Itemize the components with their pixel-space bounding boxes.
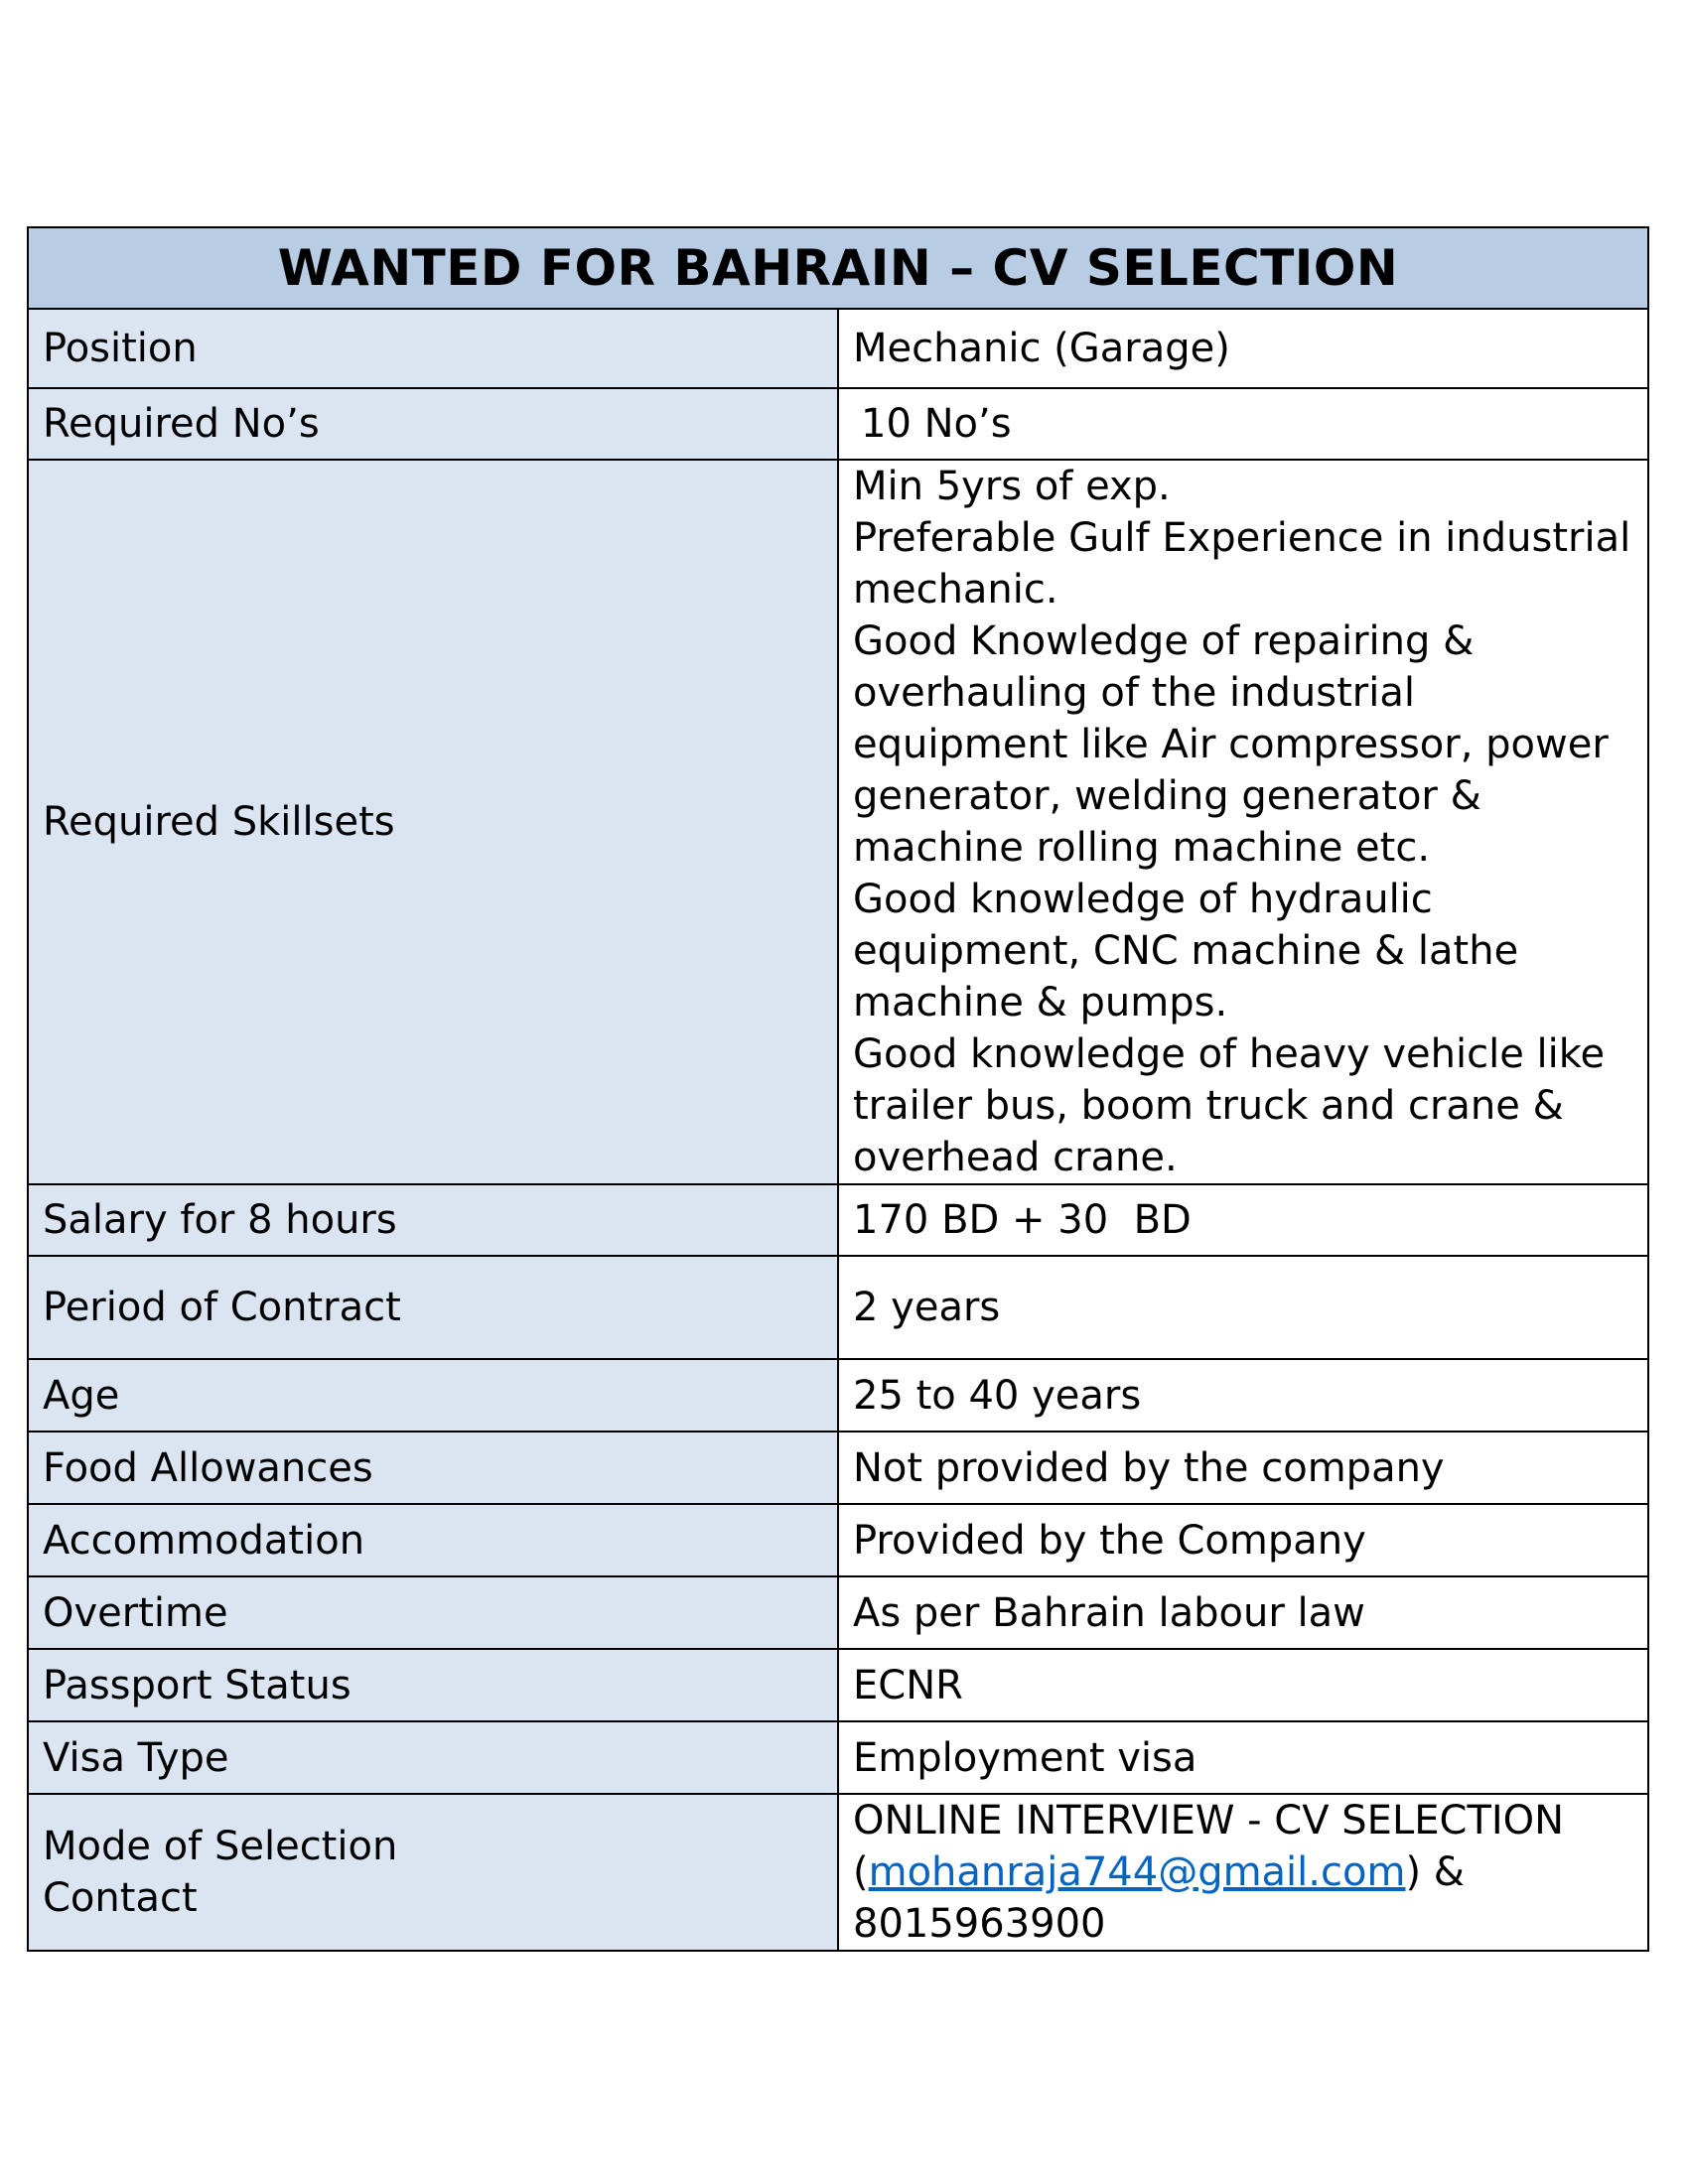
table-row-position [28, 309, 1648, 388]
table-row-skillsets [28, 460, 1648, 1184]
passport-value: ECNR [838, 1649, 1648, 1721]
table-row-visa [28, 1721, 1648, 1794]
mode-value-cell [838, 1794, 1648, 1951]
age-value: 25 to 40 years [838, 1359, 1648, 1432]
overtime-value: As per Bahrain labour law [838, 1576, 1648, 1649]
accommodation-label: Accommodation [28, 1504, 838, 1576]
food-label: Food Allowances [28, 1432, 838, 1504]
contact-value [853, 1846, 1633, 1950]
table-row-salary [28, 1184, 1648, 1256]
period-value: 2 years [838, 1256, 1648, 1359]
position-value: Mechanic (Garage) [838, 309, 1648, 388]
table-row-required-nos [28, 388, 1648, 460]
email-link[interactable]: mohanraja744@gmail.com [868, 1849, 1406, 1895]
age-label: Age [28, 1359, 838, 1432]
required-nos-label: Required No’s [28, 388, 838, 460]
contact-label: Contact [43, 1875, 198, 1921]
mode-label-cell [28, 1794, 838, 1951]
skill-line: Good knowledge of heavy vehicle like trailer bus, boom truck and crane & overhead crane. [853, 1031, 1606, 1180]
visa-label: Visa Type [28, 1721, 838, 1794]
salary-value: 170 BD + 30 BD [838, 1184, 1648, 1256]
skillsets-label: Required Skillsets [28, 460, 838, 1184]
job-posting-table [27, 226, 1649, 1952]
phone-text: ) & 8015963900 [853, 1849, 1465, 1947]
period-label: Period of Contract [28, 1256, 838, 1359]
visa-value: Employment visa [838, 1721, 1648, 1794]
mode-value: ONLINE INTERVIEW - CV SELECTION [853, 1798, 1565, 1843]
skill-line: Good knowledge of hydraulic equipment, CNC machine & lathe machine & pumps. [853, 877, 1519, 1025]
page-title: WANTED FOR BAHRAIN – CV SELECTION [28, 227, 1648, 309]
table-row-accommodation [28, 1504, 1648, 1576]
open-paren: ( [853, 1849, 869, 1895]
passport-label: Passport Status [28, 1649, 838, 1721]
skill-line: Good Knowledge of repairing & overhauling of the industrial equipment like Air compressor, power generator, welding generator & machine rolling machine etc. [853, 618, 1609, 871]
table-row-passport [28, 1649, 1648, 1721]
mode-label: Mode of Selection [43, 1824, 398, 1869]
food-value: Not provided by the company [838, 1432, 1648, 1504]
skill-line: Preferable Gulf Experience in industrial mechanic. [853, 515, 1631, 613]
salary-label: Salary for 8 hours [28, 1184, 838, 1256]
position-label: Position [28, 309, 838, 388]
table-row-food [28, 1432, 1648, 1504]
table-row-period [28, 1256, 1648, 1359]
required-nos-value: 10 No’s [861, 401, 1012, 447]
skillsets-cell [838, 460, 1648, 1184]
required-nos-cell [838, 388, 1648, 460]
table-row-mode [28, 1794, 1648, 1951]
skill-line: Min 5yrs of exp. [853, 464, 1171, 509]
overtime-label: Overtime [28, 1576, 838, 1649]
table-row-age [28, 1359, 1648, 1432]
table-row-overtime [28, 1576, 1648, 1649]
accommodation-value: Provided by the Company [838, 1504, 1648, 1576]
